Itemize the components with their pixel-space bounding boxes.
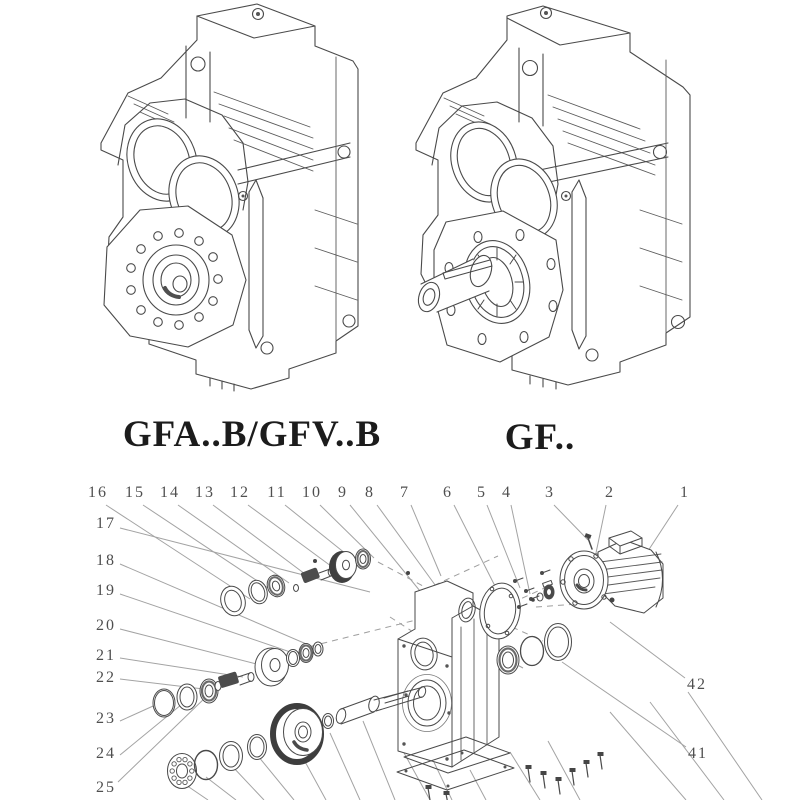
callout-number: 10: [302, 484, 322, 501]
callout-number: 20: [96, 617, 116, 634]
callout-number: 13: [195, 484, 215, 501]
callout-number: 6: [443, 484, 453, 501]
leader-line: [213, 505, 309, 577]
exploded-view: [88, 484, 762, 800]
callout-number: 11: [267, 484, 287, 501]
leader-line: [120, 679, 212, 690]
callout-number: 12: [230, 484, 250, 501]
leader-line: [562, 662, 686, 747]
leader-lines: [106, 505, 686, 782]
callout-number: 42: [687, 676, 707, 693]
leader-line: [248, 505, 335, 569]
callout-number: 14: [160, 484, 180, 501]
motor: [531, 531, 663, 613]
snap-ring: [195, 751, 218, 780]
gfab-gfvb-drawing: [101, 4, 358, 391]
leader-line: [120, 658, 243, 677]
callout-number: 7: [400, 484, 410, 501]
callout-number: 1: [680, 484, 690, 501]
input-shaft-assembly: [217, 549, 371, 619]
leader-line: [143, 505, 271, 590]
leader-line: [487, 505, 520, 588]
callout-number: 17: [96, 515, 116, 532]
motor-flange: [560, 551, 608, 609]
leader-line: [411, 505, 441, 576]
snap-ring: [521, 637, 544, 666]
callout-number: 25: [96, 779, 116, 796]
callout-number: 2: [605, 484, 615, 501]
callout-number: 19: [96, 582, 116, 599]
callout-number: 41: [688, 745, 708, 762]
leader-line: [178, 505, 289, 583]
callout-number: 8: [365, 484, 375, 501]
leader-line: [596, 505, 606, 553]
callout-number: 3: [545, 484, 555, 501]
callout-number: 18: [96, 552, 116, 569]
gf-drawing: [415, 6, 690, 389]
callout-number: 24: [96, 745, 116, 762]
leader-line: [610, 622, 685, 678]
model-label-gfab-gfvb: GFA..B/GFV..B: [122, 414, 382, 455]
callout-number: 21: [96, 647, 116, 664]
leader-line: [350, 505, 420, 591]
callout-number: 9: [338, 484, 348, 501]
callout-number: 5: [477, 484, 487, 501]
model-label-gf: GF..: [504, 417, 576, 458]
callout-number: 15: [125, 484, 145, 501]
leader-line: [646, 505, 678, 554]
ball-bearing: [168, 754, 197, 789]
leader-line: [454, 505, 498, 592]
callout-number: 16: [88, 484, 108, 501]
callout-number: 4: [502, 484, 512, 501]
callout-number: 23: [96, 710, 116, 727]
leader-line: [554, 505, 588, 540]
callout-number: 22: [96, 669, 116, 686]
vent-bolt: [584, 533, 592, 549]
leader-line: [106, 505, 250, 599]
gear-large: [273, 706, 323, 762]
